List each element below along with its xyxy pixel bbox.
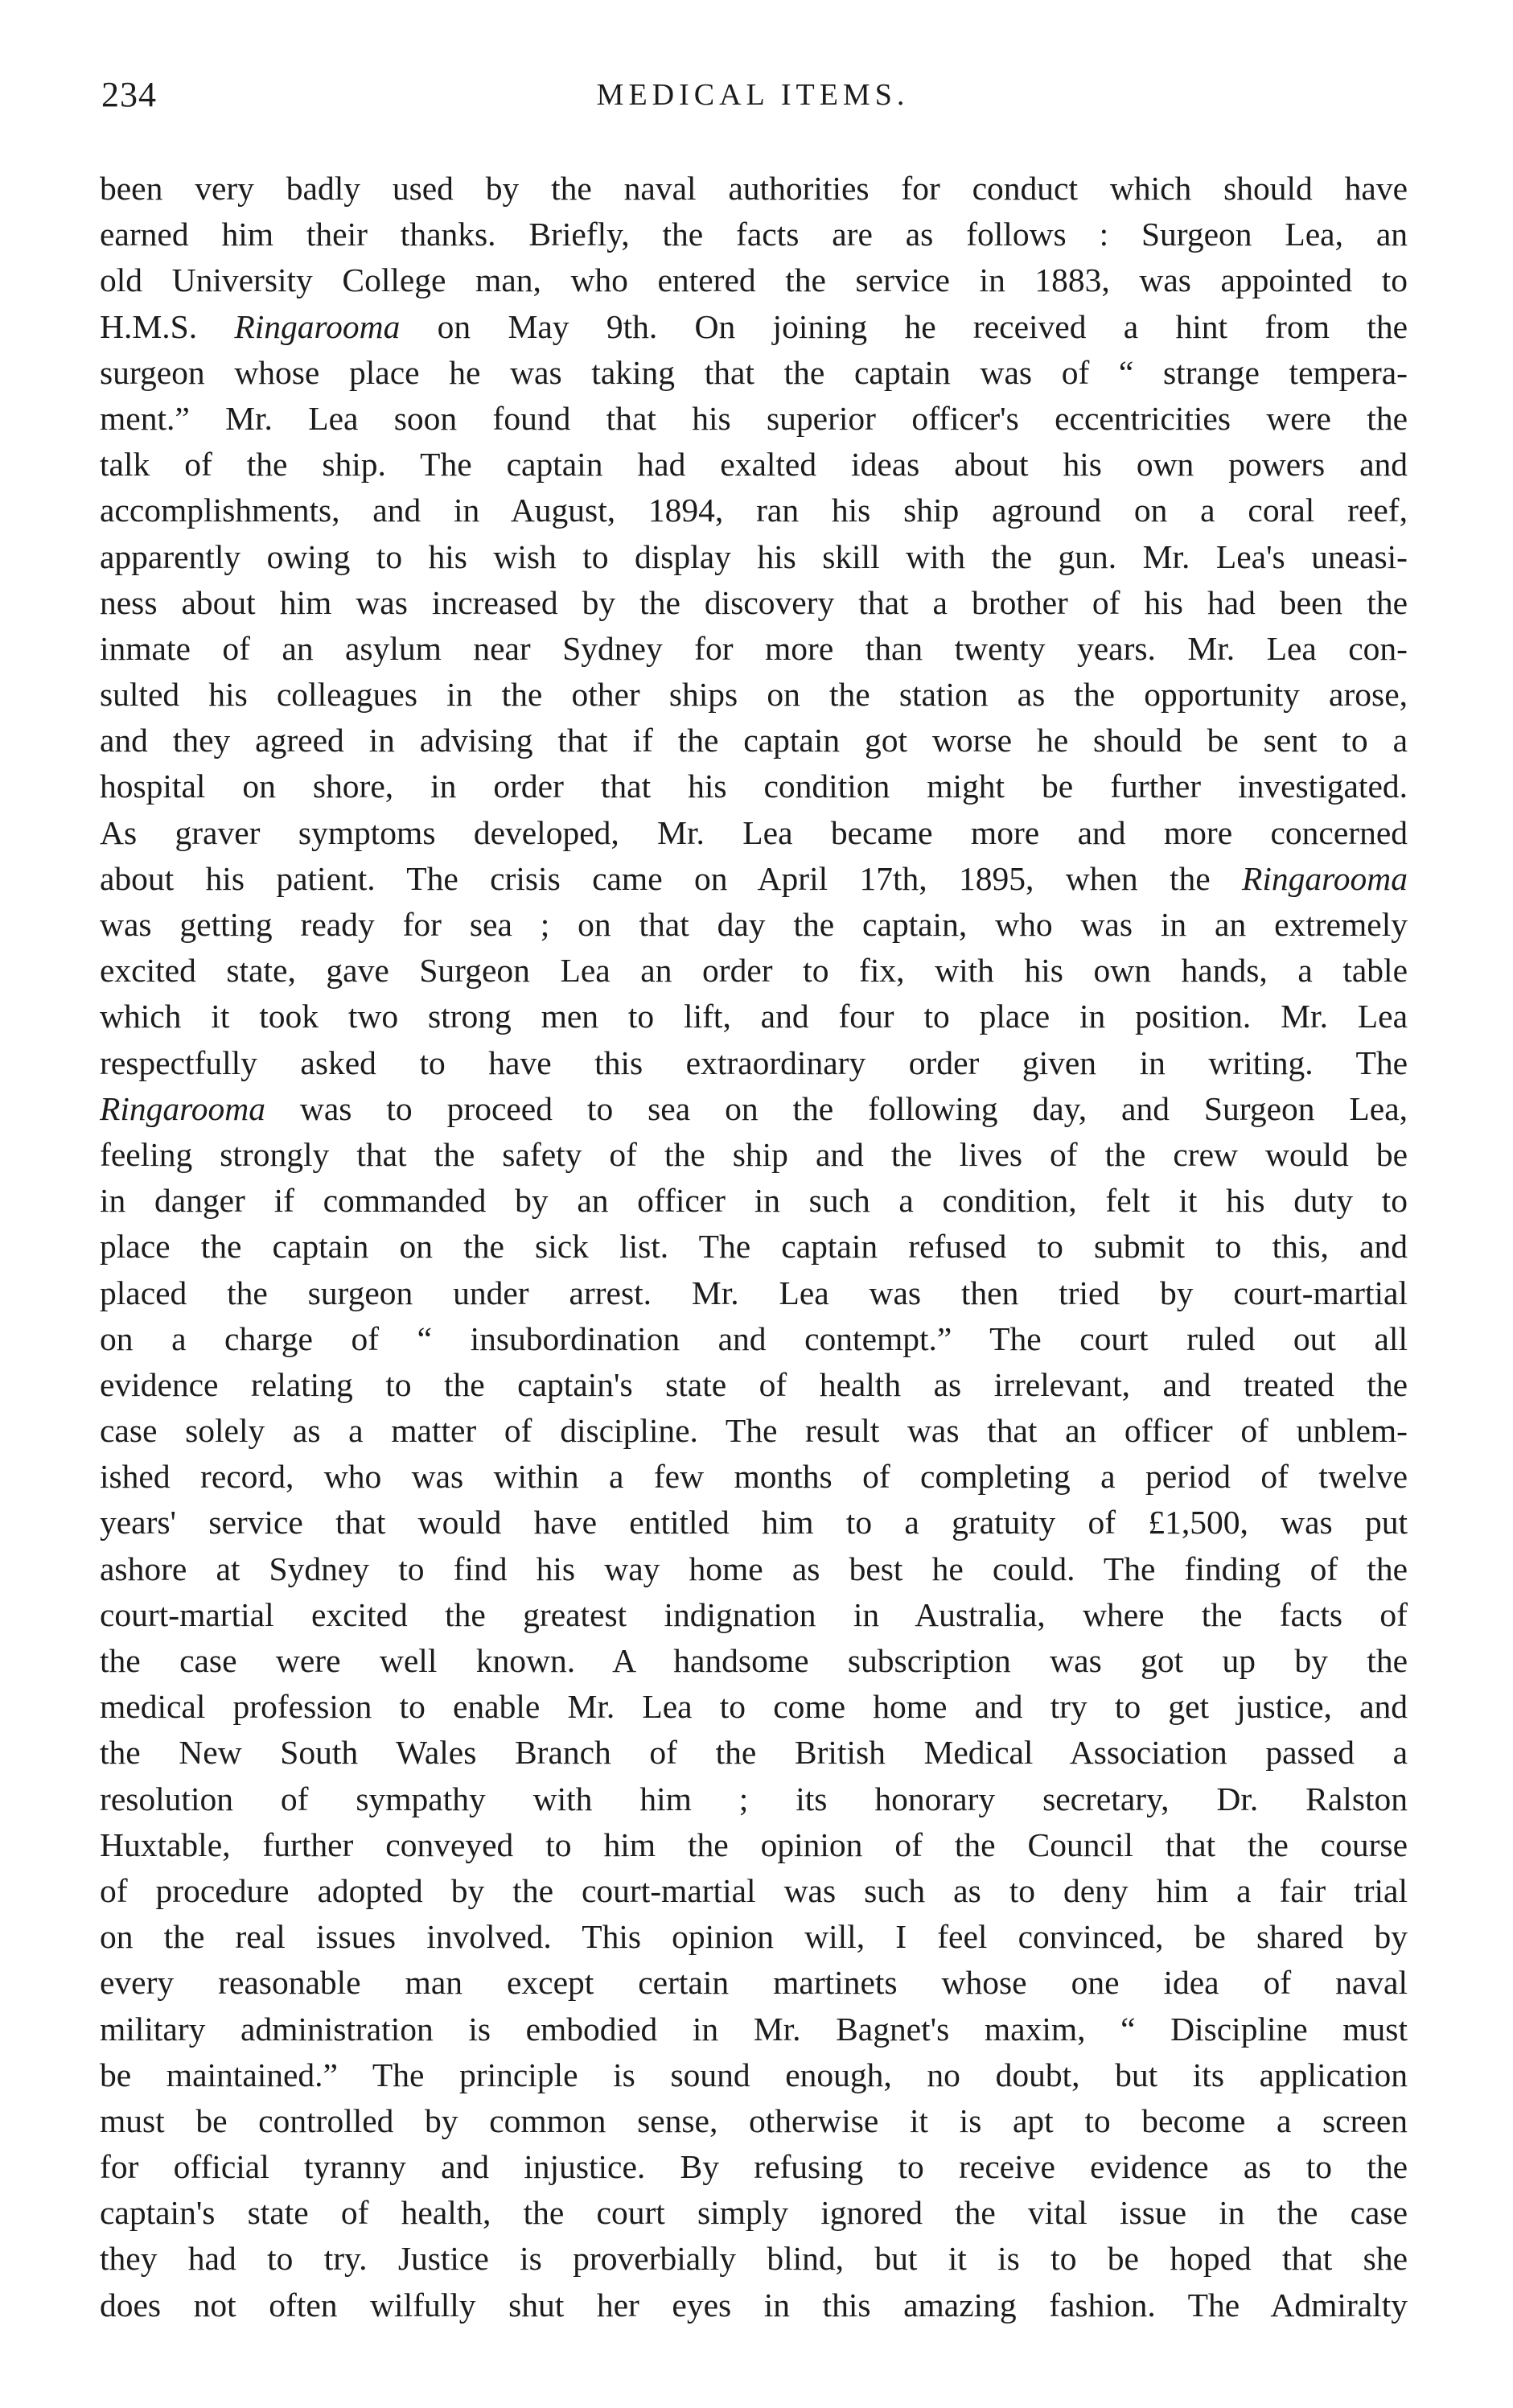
text-line (100, 1316, 1408, 1362)
text-line (100, 1224, 1408, 1270)
text-line (100, 2052, 1408, 2098)
text-line (100, 1040, 1408, 1086)
text-run: and they agreed in advising that if the captain got worse he should be sent to a (100, 722, 1408, 759)
text-run: respectfully asked to have this extraordinary order given in writing. The (100, 1043, 1408, 1081)
text-run: earned him their thanks. Briefly, the facts are as follows : Surgeon Lea, an (100, 216, 1408, 253)
text-line (100, 2098, 1408, 2144)
text-line (100, 2282, 1408, 2328)
text-run: years' service that would have entitled him to a gratuity of £1,500, was put (100, 1504, 1408, 1542)
text-line (100, 1868, 1408, 1914)
text-line (100, 580, 1408, 626)
text-line (100, 2236, 1408, 2282)
text-run: ashore at Sydney to find his way home as best he could. The finding of the (100, 1550, 1408, 1587)
text-run: was to proceed to sea on the following day, and Surgeon Lea, (265, 1089, 1408, 1127)
ship-name: Ringarooma (100, 1089, 265, 1127)
text-run: medical profession to enable Mr. Lea to come home and try to get justice, and (100, 1688, 1408, 1726)
text-run: military administration is embodied in Mr. Bagnet's maxim, “ Discipline must (100, 2010, 1408, 2048)
text-line (100, 1454, 1408, 1500)
text-line (100, 2007, 1408, 2052)
text-line (100, 304, 1408, 350)
text-line (100, 1178, 1408, 1224)
text-line (100, 764, 1408, 809)
text-line (100, 994, 1408, 1039)
text-line (100, 534, 1408, 580)
text-line (100, 1592, 1408, 1638)
text-run: talk of the ship. The captain had exalted ideas about his own powers and (100, 446, 1408, 484)
text-line (100, 350, 1408, 396)
text-run: accomplishments, and in August, 1894, ran his ship aground on a coral reef, (100, 492, 1408, 529)
text-run: evidence relating to the captain's state of health as irrelevant, and treated the (100, 1365, 1408, 1403)
text-line (100, 1684, 1408, 1730)
text-run: the case were well known. A handsome subscription was got up by the (100, 1642, 1408, 1679)
text-run: As graver symptoms developed, Mr. Lea became more and more concerned (100, 813, 1408, 851)
text-run: surgeon whose place he was taking that the captain was of “ strange tempera- (100, 353, 1408, 391)
text-line (100, 2190, 1408, 2236)
text-line (100, 1546, 1408, 1592)
text-run: ment.” Mr. Lea soon found that his superior officer's eccentricities were the (100, 399, 1408, 437)
text-run: was getting ready for sea ; on that day the captain, who was in an extremely (100, 906, 1408, 943)
text-line (100, 672, 1408, 718)
text-line (100, 1132, 1408, 1178)
text-line (100, 442, 1408, 488)
text-line (100, 1730, 1408, 1776)
text-line (100, 2144, 1408, 2190)
text-run: sulted his colleagues in the other ships on the station as the opportunity arose, (100, 676, 1408, 714)
text-run: does not often wilfully shut her eyes in this amazing fashion. The Admiralty (100, 2286, 1408, 2324)
text-run: apparently owing to his wish to display his skill with the gun. Mr. Lea's uneasi- (100, 537, 1408, 575)
text-line (100, 166, 1408, 212)
text-run: the New South Wales Branch of the British Medical Association passed a (100, 1734, 1408, 1772)
text-run: about his patient. The crisis came on April 17th, 1895, when the (100, 859, 1243, 897)
text-run: hospital on shore, in order that his condition might be further investigated. (100, 768, 1408, 805)
text-run: feeling strongly that the safety of the ship and the lives of the crew would be (100, 1135, 1408, 1173)
text-run: inmate of an asylum near Sydney for more than twenty years. Mr. Lea con- (100, 629, 1408, 667)
page-number: 234 (101, 75, 157, 114)
text-run: on May 9th. On joining he received a hint from the (400, 307, 1408, 345)
text-line (100, 1270, 1408, 1316)
text-run: ished record, who was within a few months of completing a period of twelve (100, 1458, 1408, 1496)
text-line (100, 1960, 1408, 2006)
text-run: H.M.S. (100, 307, 235, 345)
text-line (100, 1822, 1408, 1868)
text-line (100, 718, 1408, 764)
page-header (101, 74, 1404, 122)
text-line (100, 396, 1408, 442)
text-line (100, 1362, 1408, 1408)
text-line (100, 810, 1408, 856)
text-line (100, 488, 1408, 533)
text-line (100, 902, 1408, 948)
text-run: in danger if commanded by an officer in such a condition, felt it his duty to (100, 1182, 1408, 1220)
text-run: Huxtable, further conveyed to him the opinion of the Council that the course (100, 1826, 1408, 1863)
text-run: been very badly used by the naval authorities for conduct which should have (100, 170, 1408, 207)
text-run: resolution of sympathy with him ; its honorary secretary, Dr. Ralston (100, 1780, 1408, 1817)
ship-name: Ringarooma (1242, 859, 1408, 897)
text-line (100, 1408, 1408, 1454)
text-run: every reasonable man except certain martinets whose one idea of naval (100, 1964, 1408, 2002)
body-text (100, 166, 1408, 2328)
text-run: they had to try. Justice is proverbially blind, but it is to be hoped that she (100, 2240, 1408, 2278)
text-line (100, 1086, 1408, 1132)
text-run: ness about him was increased by the discovery that a brother of his had been the (100, 583, 1408, 621)
text-line (100, 1638, 1408, 1684)
text-line (100, 948, 1408, 994)
text-run: be maintained.” The principle is sound enough, no doubt, but its application (100, 2056, 1408, 2093)
text-line (100, 626, 1408, 672)
text-line (100, 1500, 1408, 1546)
text-line (100, 1914, 1408, 1960)
text-run: placed the surgeon under arrest. Mr. Lea was then tried by court-martial (100, 1274, 1408, 1311)
running-title: MEDICAL ITEMS. (596, 78, 910, 112)
text-line (100, 856, 1408, 902)
text-line (100, 257, 1408, 303)
text-run: excited state, gave Surgeon Lea an order to fix, with his own hands, a table (100, 952, 1408, 990)
text-run: on a charge of “ insubordination and contempt.” The court ruled out all (100, 1319, 1408, 1357)
text-line (100, 212, 1408, 257)
text-run: court-martial excited the greatest indignation in Australia, where the facts of (100, 1595, 1408, 1633)
text-run: captain's state of health, the court simply ignored the vital issue in the case (100, 2194, 1408, 2232)
text-run: case solely as a matter of discipline. The result was that an officer of unblem- (100, 1412, 1408, 1450)
text-run: old University College man, who entered the service in 1883, was appointed to (100, 261, 1408, 299)
text-run: of procedure adopted by the court-martial was such as to deny him a fair trial (100, 1871, 1408, 1909)
text-run: for official tyranny and injustice. By refusing to receive evidence as to the (100, 2148, 1408, 2186)
text-run: on the real issues involved. This opinion will, I feel convinced, be shared by (100, 1918, 1408, 1956)
ship-name: Ringarooma (234, 307, 401, 345)
text-line (100, 1776, 1408, 1822)
text-run: which it took two strong men to lift, and four to place in position. Mr. Lea (100, 998, 1408, 1035)
text-run: place the captain on the sick list. The captain refused to submit to this, and (100, 1228, 1408, 1266)
text-run: must be controlled by common sense, otherwise it is apt to become a screen (100, 2101, 1408, 2139)
